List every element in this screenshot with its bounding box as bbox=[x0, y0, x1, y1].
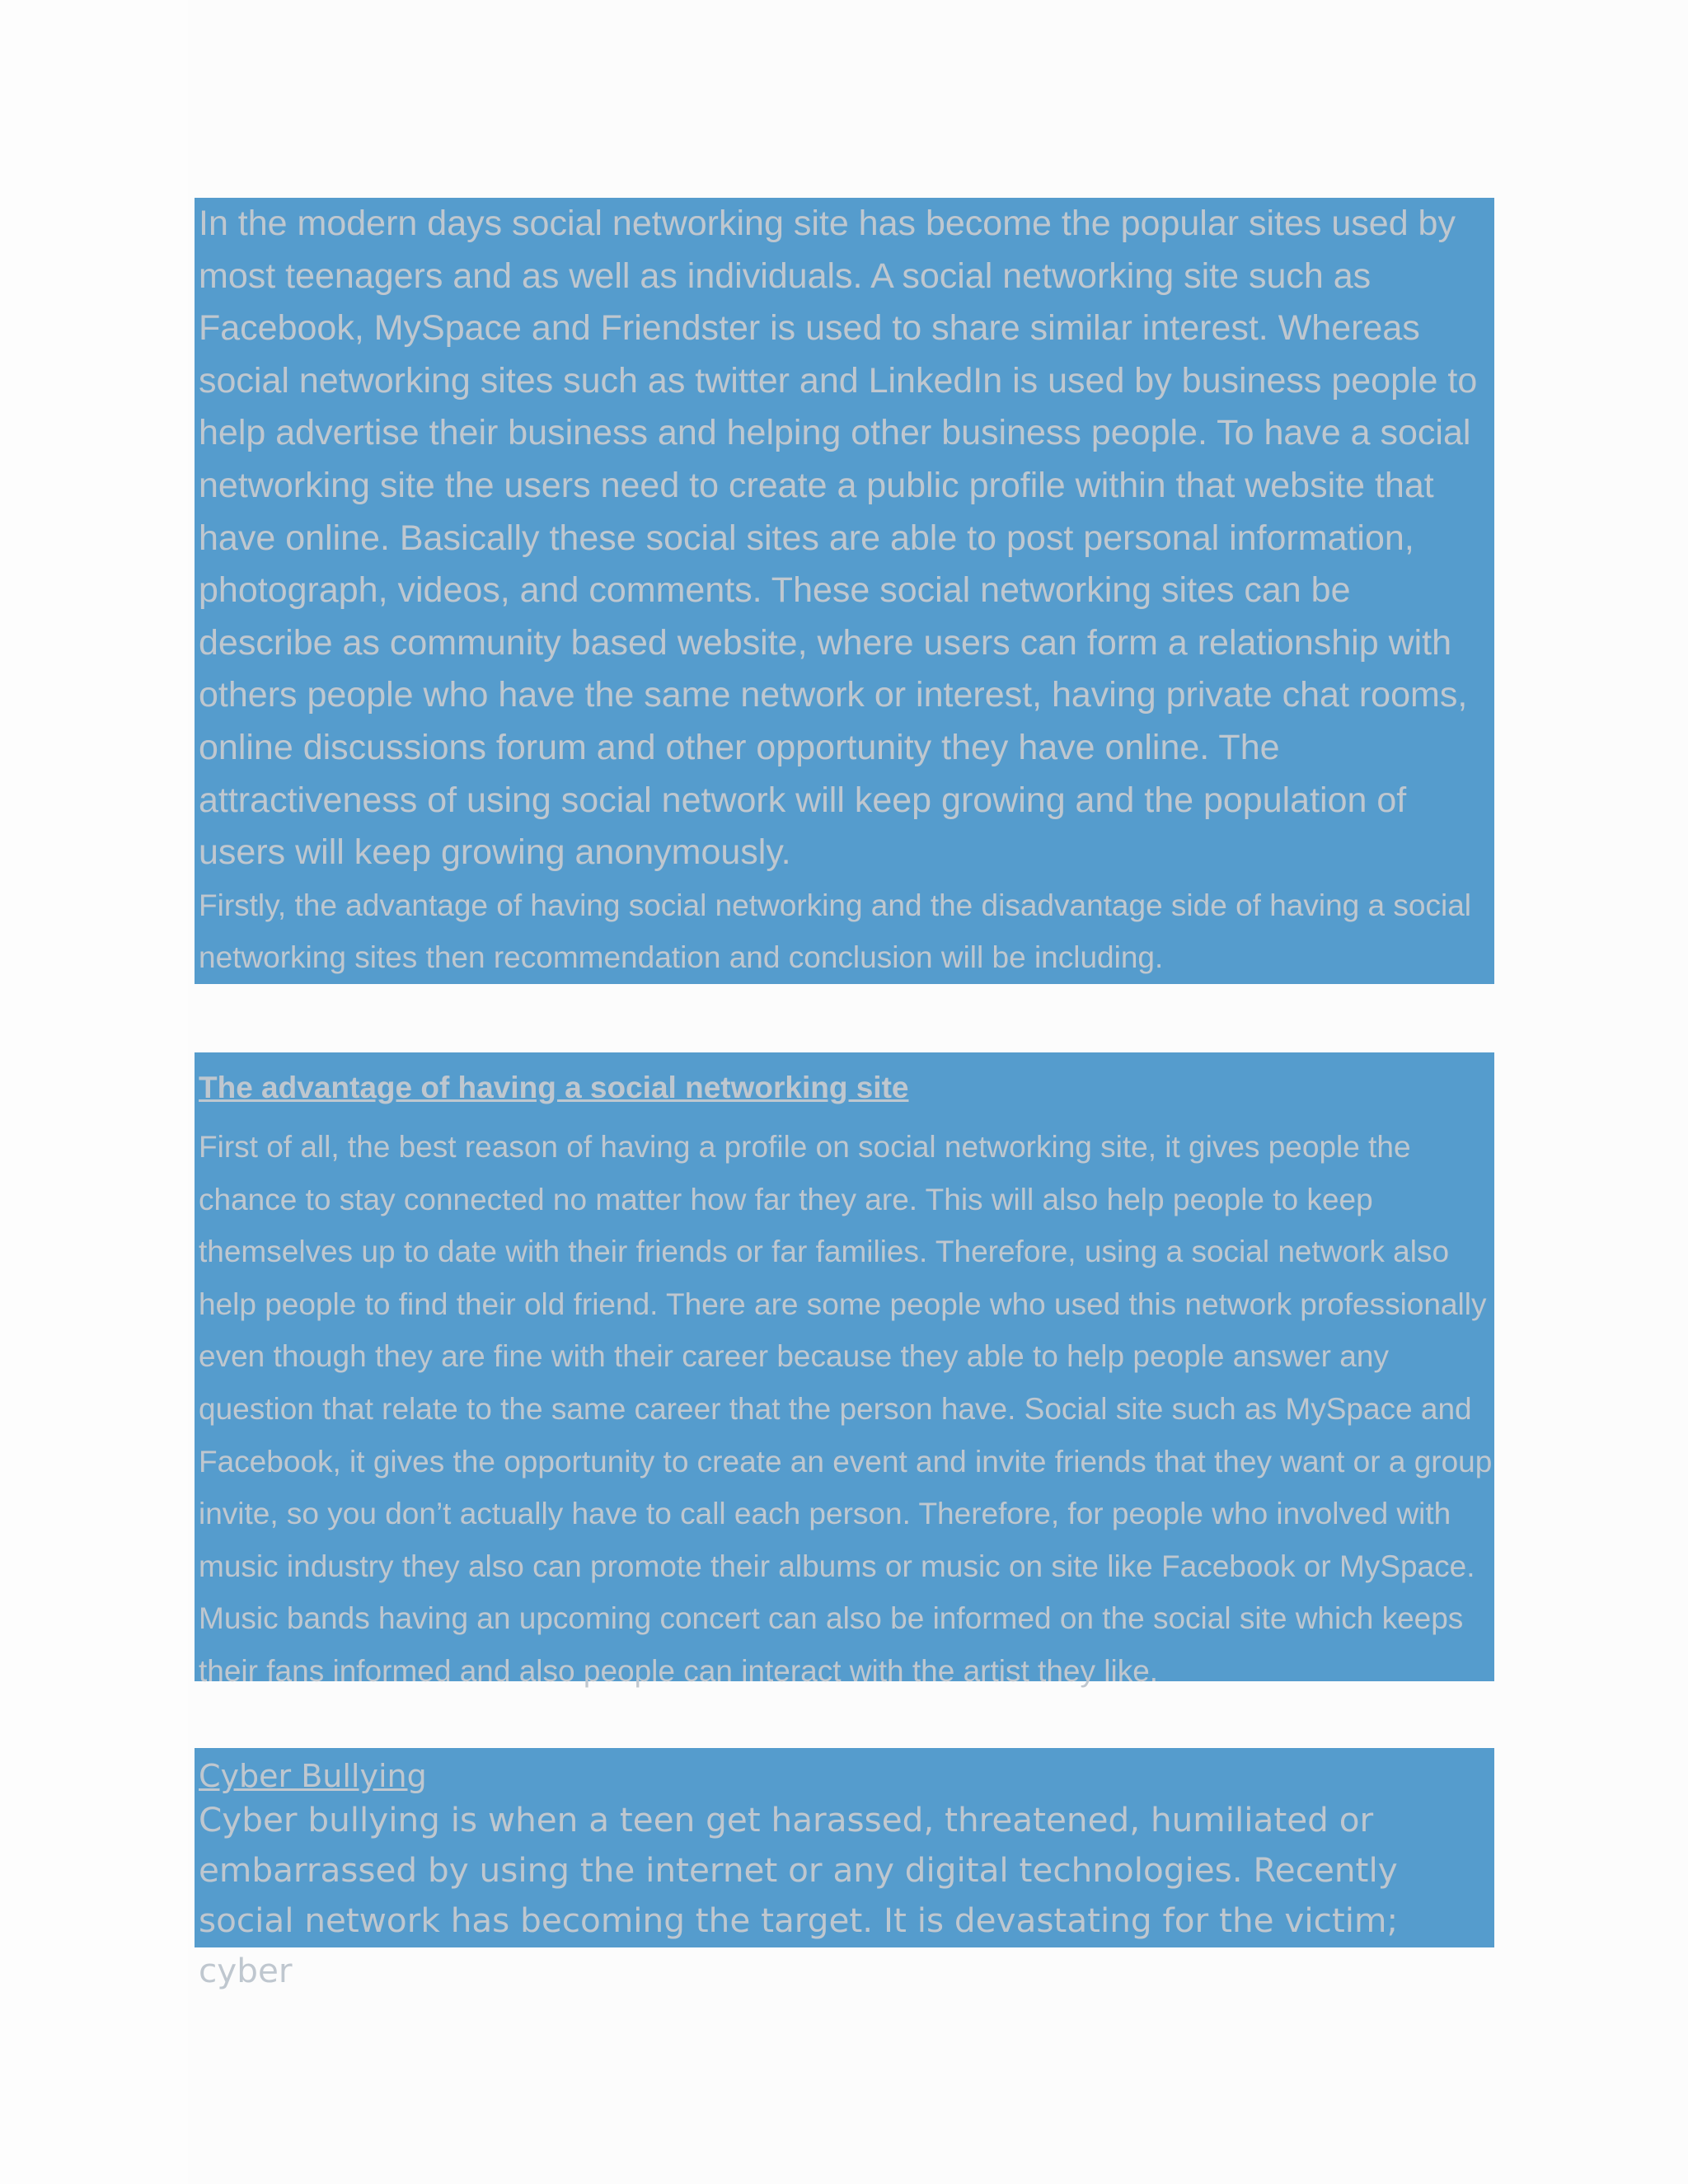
advantage-heading: The advantage of having a social networking site bbox=[199, 1071, 909, 1104]
intro-section bbox=[195, 198, 1494, 984]
cyber-bullying-paragraph: Cyber bullying is when a teen get harassed, threatened, humiliated or embarrassed by using the internet or any digital technologies. Recently social network has becoming the target. It is devastating for the victim; cyber bbox=[199, 1800, 1399, 1990]
outline-paragraph: Firstly, the advantage of having social networking and the disadvantage side of having a social networking sites then recommendation and conclusion will be including. bbox=[199, 888, 1471, 975]
advantage-paragraph: First of all, the best reason of having a profile on social networking site, it gives people the chance to stay connected no matter how far they are. This will also help people to keep themselves up to date with their friends or far families. Therefore, using a social network also help people to find their old friend. There are some people who used this network professionally even though they are fine with their career because they able to help people answer any question that relate to the same career that the person have. Social site such as MySpace and Facebook, it gives the opportunity to create an event and invite friends that they want or a group invite, so you don’t actually have to call each person. Therefore, for people who involved with music industry they also can promote their albums or music on site like Facebook or MySpace. Music bands having an upcoming concert can also be informed on the social site which keeps their fans informed and also people can interact with the artist they like. bbox=[199, 1130, 1493, 1688]
intro-paragraph: In the modern days social networking site has become the popular sites used by most teenagers and as well as individuals. A social networking site such as Facebook, MySpace and Friendster is used to share similar interest. Whereas social networking sites such as twitter and LinkedIn is used by business people to help advertise their business and helping other business people. To have a social networking site the users need to create a public profile within that website that have online. Basically these social sites are able to post personal information, photograph, videos, and comments. These social networking sites can be describe as community based website, where users can form a relationship with others people who have the same network or interest, having private chat rooms, online discussions forum and other opportunity they have online. The attractiveness of using social network will keep growing and the population of users will keep growing anonymously. bbox=[199, 204, 1478, 873]
cyber-bullying-section bbox=[195, 1748, 1494, 1990]
cyber-bullying-heading: Cyber Bullying bbox=[199, 1758, 427, 1794]
advantage-section bbox=[195, 1052, 1494, 1688]
